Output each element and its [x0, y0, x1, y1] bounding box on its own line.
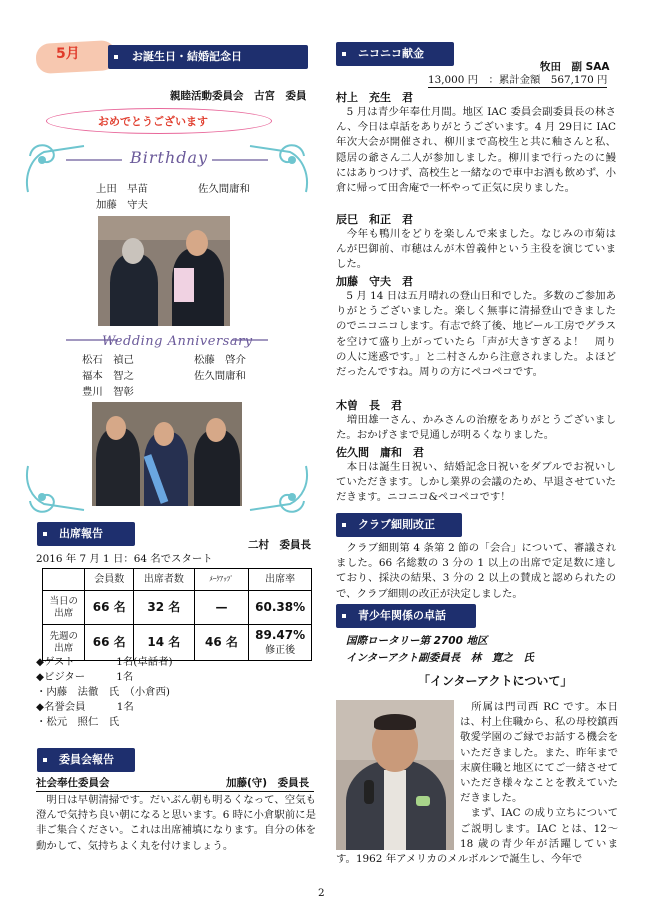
- committee-chair: 加藤(守) 委員長: [226, 777, 310, 789]
- entry-name-5: 佐久間 庸和 君: [336, 446, 424, 459]
- birthday-name-2: 佐久間庸和: [198, 183, 250, 195]
- committee-text: 明日は早朝清掃です。だいぶん朝も明るくなって、空気も澄んで気持ち良い朝になると思います。6 時に小倉駅前に是非ご集合ください。これは出席補填になります。自分の体を動かして、気持ちよく丸を付けましょう。: [36, 794, 316, 852]
- birthday-script-title: Birthday: [130, 148, 209, 167]
- talk-text: 所属は門司西 RC です。本日は、村上住職から、私の母校鎮西敬愛学園のご縁でお話する機会をいただきました。また、昨年まで末廣住職と地区にてご一緒させていただき様々なことを教えていただきました。 まず、IAC の成り立ちについてご説明します。IAC とは、12～18 歳の青少年が活躍しています。1962 年アメリカのメルボルンで誕生し、今年で: [336, 701, 618, 866]
- entry-name-4: 木曽 長 君: [336, 399, 402, 412]
- district-line: 国際ロータリー第 2700 地区: [346, 635, 488, 647]
- guest-line-3: ・内藤 法徹 氏 （小倉西): [36, 686, 170, 698]
- birthday-name-3: 加藤 守夫: [96, 199, 148, 211]
- rules-header: クラブ細則改正: [336, 513, 462, 537]
- entry-name-2: 辰巳 和正 君: [336, 213, 413, 226]
- guest-line-2: ◆ビジター 1名: [36, 671, 134, 683]
- col-rate: 出席率: [249, 569, 312, 591]
- wedding-script-title: Wedding Anniversary: [102, 334, 253, 349]
- wedding-name-3: 福本 智之: [82, 370, 134, 382]
- month-badge-label: 5月: [56, 46, 80, 62]
- entry-text-4: 増田雄一さん、かみさんの治療をありがとうございました。おかげさまで見通しが明るくなりました。: [336, 414, 616, 442]
- wedding-name-4: 佐久間庸和: [194, 370, 246, 382]
- youth-header: 青少年関係の卓話: [336, 604, 476, 628]
- page-number: 2: [318, 887, 325, 899]
- entry-text-5: 本日は誕生日祝い、結婚記念日祝いをダブルでお祝いしていただきます。しかし業界の会議のため、早退させていただきます。ニコニコ&ペコペコです！: [336, 461, 616, 504]
- col-members: 会員数: [85, 569, 134, 591]
- entry-text-2: 今年も鴨川をどりを楽しんで来ました。なじみの市菊はんが巴御前、市穂はんが木曽義仲という主役を演じていました。: [336, 228, 616, 271]
- saa-name: 牧田 副 SAA: [540, 61, 610, 73]
- col-present: 出席者数: [134, 569, 195, 591]
- congrats-text: おめでとうございます: [98, 115, 208, 128]
- guest-line-5: ・松元 照仁 氏: [36, 716, 120, 728]
- committee-header: 委員会報告: [37, 748, 135, 772]
- entry-name-3: 加藤 守夫 君: [336, 275, 413, 288]
- attendance-reporter: 二村 委員長: [248, 539, 311, 551]
- col-makeup: ﾒｰｸｱｯﾌﾟ: [194, 569, 249, 591]
- birthday-name-1: 上田 早苗: [96, 183, 148, 195]
- entry-text-3: 5 月 14 日は五月晴れの登山日和でした。多数のご参加ありがとうございました。楽しく無事に清掃登山できましたのでニコニコします。有志で終了後、地ビール工房でグラスを空けて盛り上がっていたら「声が大きすぎるよ！ 周りの人に迷惑です。」と二村さんから注意されました。よほどだったんですね。周りの方にペコペコです。: [336, 290, 616, 379]
- table-row: 先週の 出席 66 名 14 名 46 名 89.47% 修正後: [43, 625, 312, 661]
- guest-line-4: ◆名誉会員 1名: [36, 701, 134, 713]
- rules-text: クラブ細則第 4 条第 2 節の「会合」について、審議されました。66 名総数の 3 分の 1 以上の出席で定足数に達しており、採決の結果、3 分の 2 以上の賛成と認められたので、クラブ細則の改正が決定しました。: [336, 542, 616, 600]
- table-row: 当日の 出席 66 名 32 名 — 60.38%: [43, 591, 312, 625]
- wedding-photo: [92, 402, 242, 506]
- wedding-name-1: 松石 禎己: [82, 354, 134, 366]
- birthday-photo: [98, 216, 230, 326]
- entry-name-1: 村上 充生 君: [336, 91, 413, 104]
- committee-name: 社会奉仕委員会: [36, 777, 110, 789]
- vice-chair-line: インターアクト副委員長 林 寛之 氏: [346, 652, 534, 664]
- nikoniko-header: ニコニコ献金: [336, 42, 454, 66]
- attendance-table: [42, 568, 312, 661]
- guest-line-1: ◆ゲスト 1名(卓話者): [36, 656, 173, 668]
- attendance-start-line: 2016 年 7 月 1 日：64 名でスタート: [36, 553, 213, 565]
- wedding-name-2: 松藤 啓介: [194, 354, 246, 366]
- birthday-committee: 親睦活動委員会 古宮 委員: [170, 90, 307, 102]
- wedding-name-5: 豊川 智彰: [82, 386, 134, 398]
- talk-title: 「インターアクトについて」: [418, 674, 573, 688]
- birthday-header: お誕生日・結婚記念日: [108, 45, 308, 69]
- entry-text-1: 5 月は青少年奉仕月間。地区 IAC 委員会副委員長の林さん、今日は卓話をありがとうございます。4 月 29日に IAC 年次大会が開催され、柳川まで高校生と共に釉さんと私、隠居の爺さん二人が参加しました。柳川まで行ったのに鰻にはありつけず、高校生と一緒なので車中お酒も飲めず、小倉に帰って田舎庵で一杯やって正気に戻りました。: [336, 106, 616, 195]
- total-amount: 13,000 円 ：累計金額 567,170 円: [428, 74, 608, 86]
- attendance-header: 出席報告: [37, 522, 135, 546]
